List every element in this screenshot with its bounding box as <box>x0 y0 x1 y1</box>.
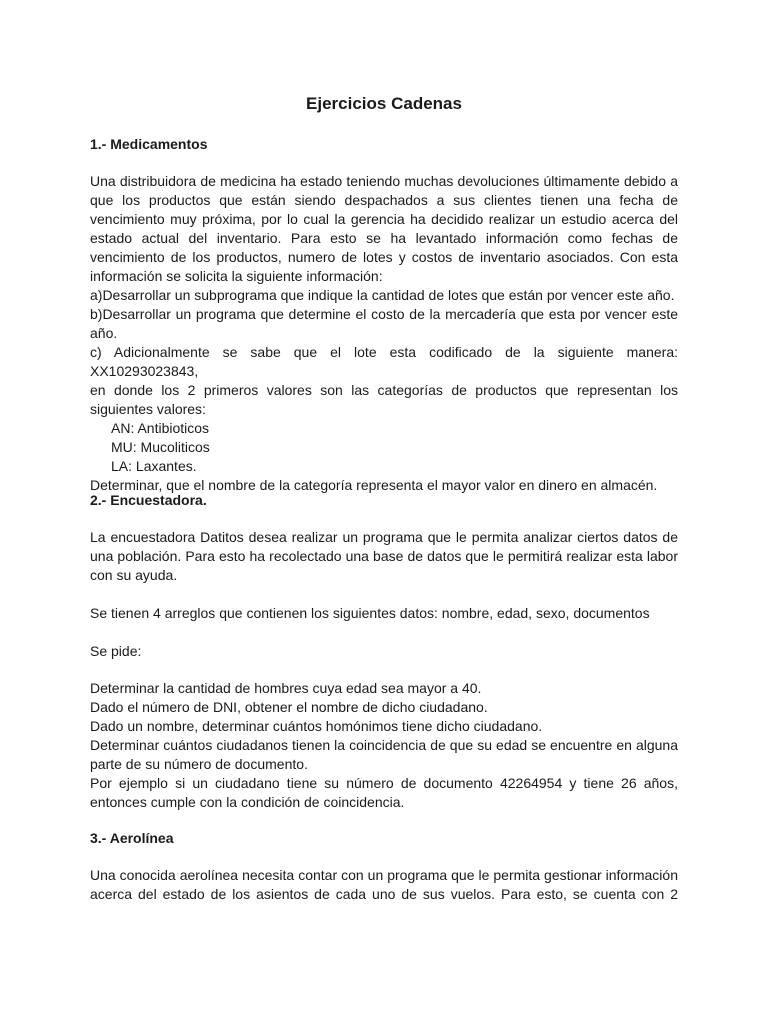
task-line: entonces cumple con la condición de coincidencia. <box>90 794 405 810</box>
category-item: LA: Laxantes. <box>111 458 197 474</box>
text-line: información se solicita la siguiente información: <box>90 268 383 284</box>
text-line: acerca del estado de los asientos de cada uno de sus vuelos. Para esto, se cuenta con 2 <box>90 886 678 902</box>
text-line: Se pide: <box>90 643 142 659</box>
text-line: año. <box>90 325 118 341</box>
text-line: a)Desarrollar un subprograma que indique la cantidad de lotes que están por vencer este año. <box>90 287 675 303</box>
text-line: Una distribuidora de medicina ha estado teniendo muchas devoluciones últimamente debido a <box>90 173 678 189</box>
task-line: Dado el número de DNI, obtener el nombre de dicho ciudadano. <box>90 699 488 715</box>
category-item: MU: Mucoliticos <box>111 439 210 455</box>
section-3-heading: 3.- Aerolínea <box>90 830 174 846</box>
text-line: b)Desarrollar un programa que determine el costo de la mercadería que esta por vencer este <box>90 306 678 322</box>
section-2-heading: 2.- Encuestadora. <box>90 492 207 508</box>
text-line: en donde los 2 primeros valores son las categorías de productos que representan los <box>90 382 678 398</box>
task-line: Determinar la cantidad de hombres cuya edad sea mayor a 40. <box>90 680 482 696</box>
text-line: c) Adicionalmente se sabe que el lote esta codificado de la siguiente manera: XX10293023843, <box>90 344 678 379</box>
task-line: Determinar cuántos ciudadanos tienen la coincidencia de que su edad se encuentre en alguna <box>90 737 678 753</box>
section-3-body <box>90 866 678 904</box>
section-2-intro <box>90 528 678 585</box>
section-2-tasks <box>90 679 678 812</box>
text-line: vencimiento de los productos, numero de lotes y costos de inventario asociados. Con esta <box>90 249 678 265</box>
section-2-se-pide <box>90 642 678 661</box>
text-line: La encuestadora Datitos desea realizar un programa que le permita analizar ciertos datos de <box>90 529 678 545</box>
task-line: Por ejemplo si un ciudadano tiene su número de documento 42264954 y tiene 26 años, <box>90 775 678 791</box>
text-line: estado actual del inventario. Para esto se ha levantado información como fechas de <box>90 230 678 246</box>
section-2-arrays <box>90 604 678 623</box>
text-line: con su ayuda. <box>90 567 178 583</box>
task-line: parte de su número de documento. <box>90 756 308 772</box>
text-line: siguientes valores: <box>90 401 206 417</box>
category-item: AN: Antibioticos <box>111 420 210 436</box>
text-line: Se tienen 4 arreglos que contienen los siguientes datos: nombre, edad, sexo, documentos <box>90 605 650 621</box>
text-line: vencimiento muy próxima, por lo cual la gerencia ha decidido realizar un estudio acerca del <box>90 211 678 227</box>
text-line: una población. Para esto ha recolectado una base de datos que le permitirá realizar esta labor <box>90 548 678 564</box>
text-line: Una conocida aerolínea necesita contar con un programa que le permita gestionar información <box>90 867 678 883</box>
document-title: Ejercicios Cadenas <box>306 94 462 113</box>
text-line: Determinar, que el nombre de la categoría representa el mayor valor en dinero en almacén. <box>90 477 658 493</box>
section-1-body <box>90 172 678 495</box>
task-line: Dado un nombre, determinar cuántos homónimos tiene dicho ciudadano. <box>90 718 543 734</box>
text-line: que los productos que están siendo despachados a sus clientes tienen una fecha de <box>90 192 678 208</box>
section-1-heading: 1.- Medicamentos <box>90 136 208 152</box>
